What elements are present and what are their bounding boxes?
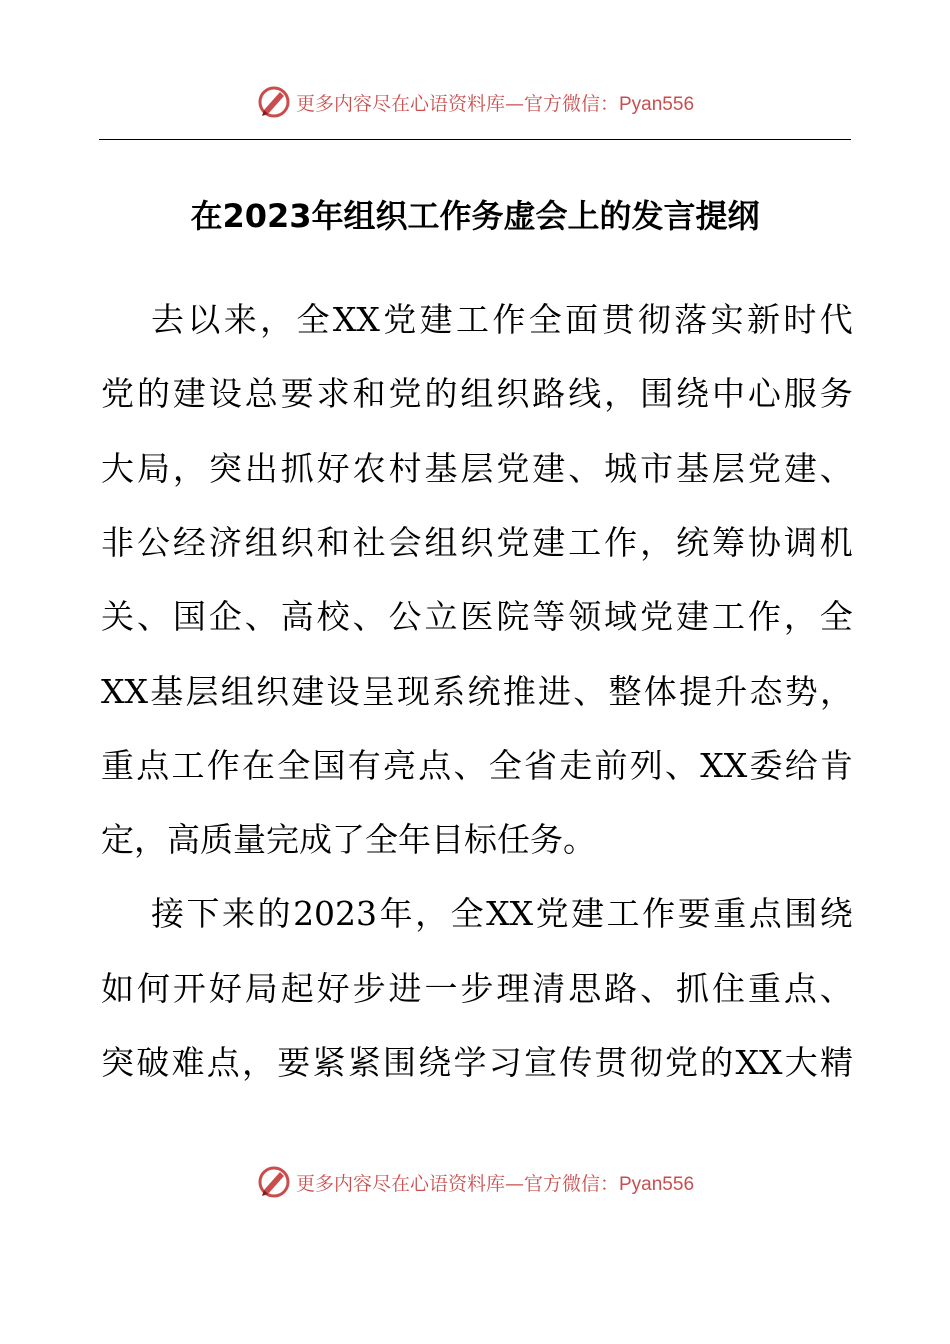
banner-label: 更多内容尽在心语资料库—官方微信： [295,1172,619,1195]
body-line: 大 局 ， 突 出 抓 好 农 村 基 层 党 建 、 城 市 基 层 党 建 、 [101,448,853,488]
document-title: 在2023年组织工作务虚会上的发言提纲 [190,197,760,235]
body-line: 去 以 来 ， 全 XX 党 建 工 作 全 面 贯 彻 落 实 新 时 代 [151,300,853,339]
header-divider [99,139,851,140]
page-footer-banner [0,1162,950,1202]
wechat-id: Pyan556 [619,93,695,115]
body-line: 接 下 来 的 2023 年 ， 全 XX 党 建 工 作 要 重 点 围 绕 [151,894,853,934]
banner-text [296,1169,694,1196]
pen-logo-icon [256,1164,292,1200]
banner-text [296,89,694,116]
body-line: XX 基 层 组 织 建 设 呈 现 系 统 推 进 、 整 体 提 升 态 势 ， [101,671,853,711]
pen-logo-icon [256,84,292,120]
body-line: 重 点 工 作 在 全 国 有 亮 点 、 全 省 走 前 列 、 XX 委 给 肯 [101,745,853,785]
body-line: 党 的 建 设 总 要 求 和 党 的 组 织 路 线 ， 围 绕 中 心 服 务 [101,374,853,414]
body-line: 如 何 开 好 局 起 好 步 进 一 步 理 清 思 路 、 抓 住 重 点 、 [101,968,853,1008]
body-line: 非 公 经 济 组 织 和 社 会 组 织 党 建 工 作 ， 统 筹 协 调 机 [101,522,853,562]
banner-label: 更多内容尽在心语资料库—官方微信： [295,92,619,115]
wechat-id: Pyan556 [619,1173,695,1195]
page-header-banner [0,82,950,122]
body-line: 突 破 难 点 ， 要 紧 紧 围 绕 学 习 宣 传 贯 彻 党 的 XX 大 精 [101,1043,853,1082]
body-line: 定 ， 高 质 量 完 成 了 全 年 目 标 任 务 。 [101,820,596,860]
body-line: 关 、 国 企 、 高 校 、 公 立 医 院 等 领 域 党 建 工 作 ， 全 [101,597,853,637]
